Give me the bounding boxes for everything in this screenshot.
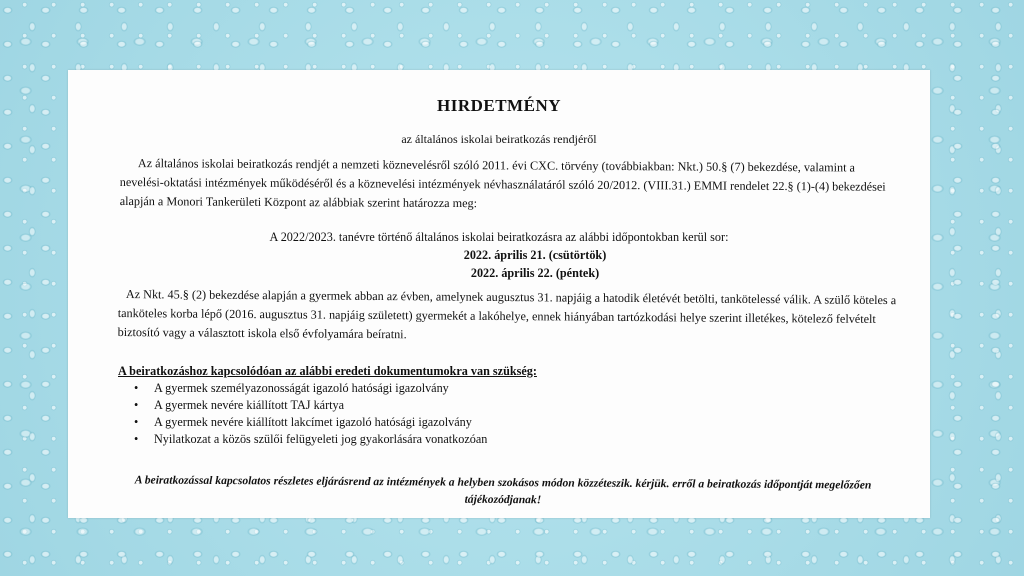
list-item-text: A gyermek személyazonosságát igazoló hatósági igazolvány — [154, 381, 449, 395]
enrollment-date-1: 2022. április 21. (csütörtök) — [463, 248, 607, 262]
list-item — [128, 431, 487, 448]
list-item-text: A gyermek nevére kiállított TAJ kártya — [154, 398, 345, 412]
list-item — [128, 397, 487, 414]
bullet-icon: • — [134, 398, 139, 412]
bullet-icon: • — [134, 432, 139, 446]
documents-list — [128, 380, 487, 448]
list-item — [128, 414, 487, 431]
notice-document — [68, 70, 930, 518]
schedule-intro: A 2022/2023. tanévre történő általános iskolai beiratkozásra az alábbi időpontokban kerül sor: — [269, 230, 729, 244]
documents-heading: A beiratkozáshoz kapcsolódóan az alábbi eredeti dokumentumokra van szükség: — [118, 364, 537, 378]
enrollment-date-2: 2022. április 22. (péntek) — [470, 266, 600, 280]
list-item — [128, 380, 487, 397]
document-subtitle: az általános iskolai beiratkozás rendjéről — [401, 132, 597, 146]
list-item-text: A gyermek nevére kiállított lakcímet igazoló hatósági igazolvány — [154, 415, 472, 429]
bullet-icon: • — [134, 381, 139, 395]
intro-paragraph: Az általános iskolai beiratkozás rendjét a nemzeti köznevelésről szóló 2011. évi CXC. törvény (továbbiakban: Nkt.) 50.§ (7) bekezdése, valamint a nevelési-oktatási intézmények működéséről és a köznevelési intézmények névhasználatáról szóló 20/2012. (VIII.31.) EMMI rendelet 22.§ (1)-(4) bekezdései alapján a Monori Tankerületi Központ az alábbiak szerint határozza meg: — [119, 156, 886, 211]
list-item-text: Nyilatkozat a közös szülői felügyeleti jog gyakorlására vonatkozóan — [154, 432, 488, 446]
document-title: HIRDETMÉNY — [436, 96, 561, 115]
obligation-paragraph: Az Nkt. 45.§ (2) bekezdése alapján a gyermek abban az évben, amelynek augusztus 31. napjáig a hatodik életévét betölti, tankötelessé válik. A szülő köteles a tanköteles korba lépő (2016. augusztus 31. napjáig született) gyermekét a lakóhelye, ennek hiányában tartózkodási helye szerint illetékes, kötelező felvételt biztosító vagy a választott iskola első évfolyamára beíratni. — [117, 287, 897, 342]
footer-note: A beiratkozással kapcsolatos részletes eljárásrend az intézmények a helyben szokásos módon közzéteszik. kérjük. erről a beiratkozás időpontját megelőzően tájékozódjanak! — [134, 473, 872, 507]
bullet-icon: • — [134, 415, 139, 429]
